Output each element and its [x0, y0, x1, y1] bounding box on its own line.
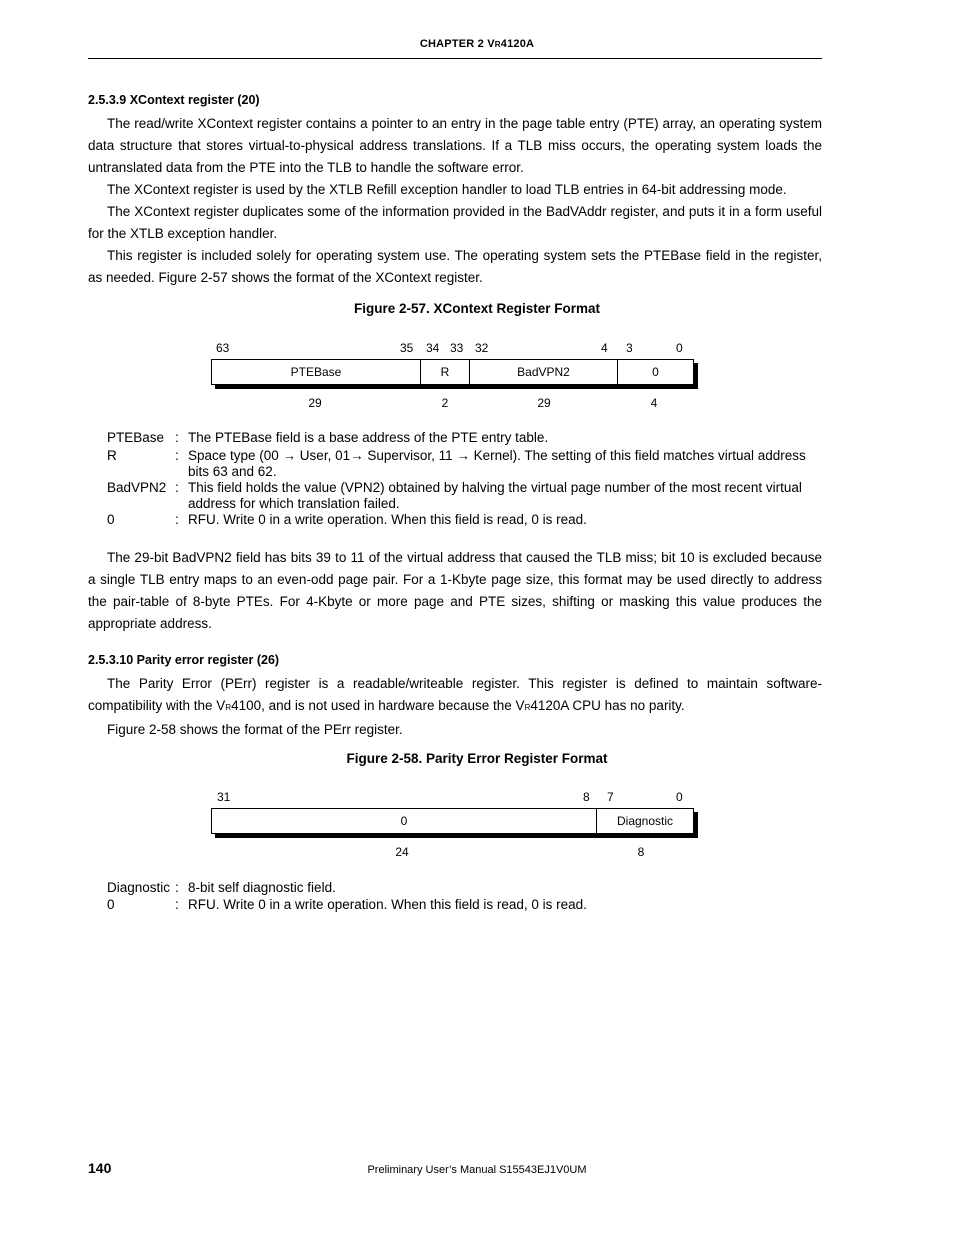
- section-heading-xcontext: 2.5.3.9 XContext register (20): [88, 93, 260, 107]
- perr-field-definitions: [107, 880, 822, 913]
- definition-colon: :: [175, 430, 179, 445]
- subscript: R: [225, 703, 232, 712]
- field-badvpn2: BadVPN2: [470, 360, 618, 384]
- definition-colon: :: [175, 448, 179, 463]
- bit-number: 0: [676, 790, 683, 804]
- definition-colon: :: [175, 897, 179, 912]
- paragraph: The read/write XContext register contains a pointer to an entry in the page table entry (PTE) array, an operating system data structure that stores virtual-to-physical address translations. If a TLB miss occurs, the operating system loads the untranslated data from the PTE into the TLB to handle the software error.: [88, 116, 822, 175]
- bit-number: 33: [450, 341, 464, 355]
- paragraph: This register is included solely for operating system use. The operating system sets the PTEBase field in the register, as needed. Figure 2-57 shows the format of the XContext register.: [88, 248, 822, 285]
- paragraph-text: 4120A CPU has no parity.: [530, 698, 685, 713]
- field-zero: 0: [212, 809, 597, 833]
- paragraph: The 29-bit BadVPN2 field has bits 39 to 11 of the virtual address that caused the TLB miss; bit 10 is excluded because a single TLB entry maps to an even-odd page pair. For a 1-Kbyte page size, this format may be used directly to address the pair-table of 8-byte PTEs. For 4-Kbyte or more page and PTE sizes, shifting or masking this value produces the appropriate address.: [88, 550, 822, 631]
- bit-number: 63: [216, 341, 230, 355]
- definition-colon: :: [175, 880, 179, 895]
- paragraph: [88, 673, 822, 719]
- xcontext-field-definitions: [107, 430, 822, 528]
- definition-row: [107, 512, 822, 528]
- paragraph: The XContext register duplicates some of the information provided in the BadVAddr register, and puts it in a form useful for the XTLB exception handler.: [88, 204, 822, 241]
- definition-text: RFU. Write 0 in a write operation. When this field is read, 0 is read.: [188, 897, 587, 912]
- field-width: 4: [650, 396, 658, 410]
- definition-term: 0: [107, 512, 115, 527]
- bit-number: 32: [475, 341, 489, 355]
- chapter-title: CHAPTER 2 V: [419, 38, 495, 50]
- bit-number: 4: [601, 341, 608, 355]
- bit-number: 34: [426, 341, 440, 355]
- perr-register-box: [211, 808, 694, 834]
- definition-colon: :: [175, 480, 179, 495]
- figure-caption: Figure 2-58. Parity Error Register Format: [346, 751, 608, 766]
- field-width: 29: [537, 396, 551, 410]
- definition-row: [107, 448, 822, 480]
- field-ptebase: PTEBase: [212, 360, 421, 384]
- field-r: R: [421, 360, 470, 384]
- field-zero: 0: [652, 365, 659, 379]
- bit-number: 0: [676, 341, 683, 355]
- field-width: 8: [637, 845, 645, 859]
- bit-number: 7: [607, 790, 614, 804]
- chapter-model: 4120A: [500, 38, 535, 50]
- section-heading-parity: 2.5.3.10 Parity error register (26): [88, 653, 280, 667]
- field-diagnostic: Diagnostic: [616, 814, 674, 828]
- page-header: [0, 38, 954, 50]
- definition-text: The PTEBase field is a base address of the PTE entry table.: [188, 430, 549, 445]
- definition-term: BadVPN2: [107, 480, 167, 495]
- chapter-subscript: R: [494, 40, 501, 49]
- definition-text: RFU. Write 0 in a write operation. When this field is read, 0 is read.: [188, 512, 587, 527]
- definition-colon: :: [175, 512, 179, 527]
- definition-text: This field holds the value (VPN2) obtained by halving the virtual page number of the most recent virtual address for which translation failed.: [188, 480, 802, 511]
- badvpn2-paragraph: [88, 547, 822, 635]
- xcontext-register-box: [211, 359, 694, 385]
- bit-number: 3: [626, 341, 633, 355]
- subscript: R: [524, 703, 531, 712]
- definition-row: [107, 880, 822, 896]
- definition-text: Space type (00 → User, 01→ Supervisor, 11 → Kernel). The setting of this field matches virtual address bits 63 and 62.: [188, 448, 806, 479]
- paragraph: The XContext register is used by the XTLB Refill exception handler to load TLB entries in 64-bit addressing mode.: [107, 182, 787, 197]
- definition-term: R: [107, 448, 117, 463]
- field-width: 24: [395, 845, 409, 859]
- definition-term: Diagnostic: [107, 880, 171, 895]
- bit-number: 35: [400, 341, 414, 355]
- manual-title: Preliminary User’s Manual S15543EJ1V0UM: [367, 1164, 587, 1176]
- page-number: 140: [88, 1160, 112, 1176]
- field-width: 29: [308, 396, 322, 410]
- parity-paragraphs: [88, 673, 822, 741]
- definition-term: 0: [107, 897, 115, 912]
- definition-row: [107, 430, 822, 446]
- definition-text: 8-bit self diagnostic field.: [188, 880, 336, 895]
- figure-caption: Figure 2-57. XContext Register Format: [353, 301, 601, 316]
- definition-row: [107, 897, 822, 913]
- paragraph: Figure 2-58 shows the format of the PErr register.: [107, 722, 403, 737]
- paragraph-text: The Parity Error (PErr) register is a readable/writeable register. This register is defined to maintain software-compatibility with the V: [88, 676, 822, 713]
- definition-term: PTEBase: [107, 430, 165, 445]
- definition-row: [107, 480, 822, 512]
- bit-number: 31: [217, 790, 231, 804]
- paragraph-text: 4100, and is not used in hardware because the V: [231, 698, 525, 713]
- field-width: 2: [441, 396, 449, 410]
- xcontext-paragraphs: [88, 113, 822, 289]
- bit-number: 8: [583, 790, 590, 804]
- header-rule: [88, 58, 822, 59]
